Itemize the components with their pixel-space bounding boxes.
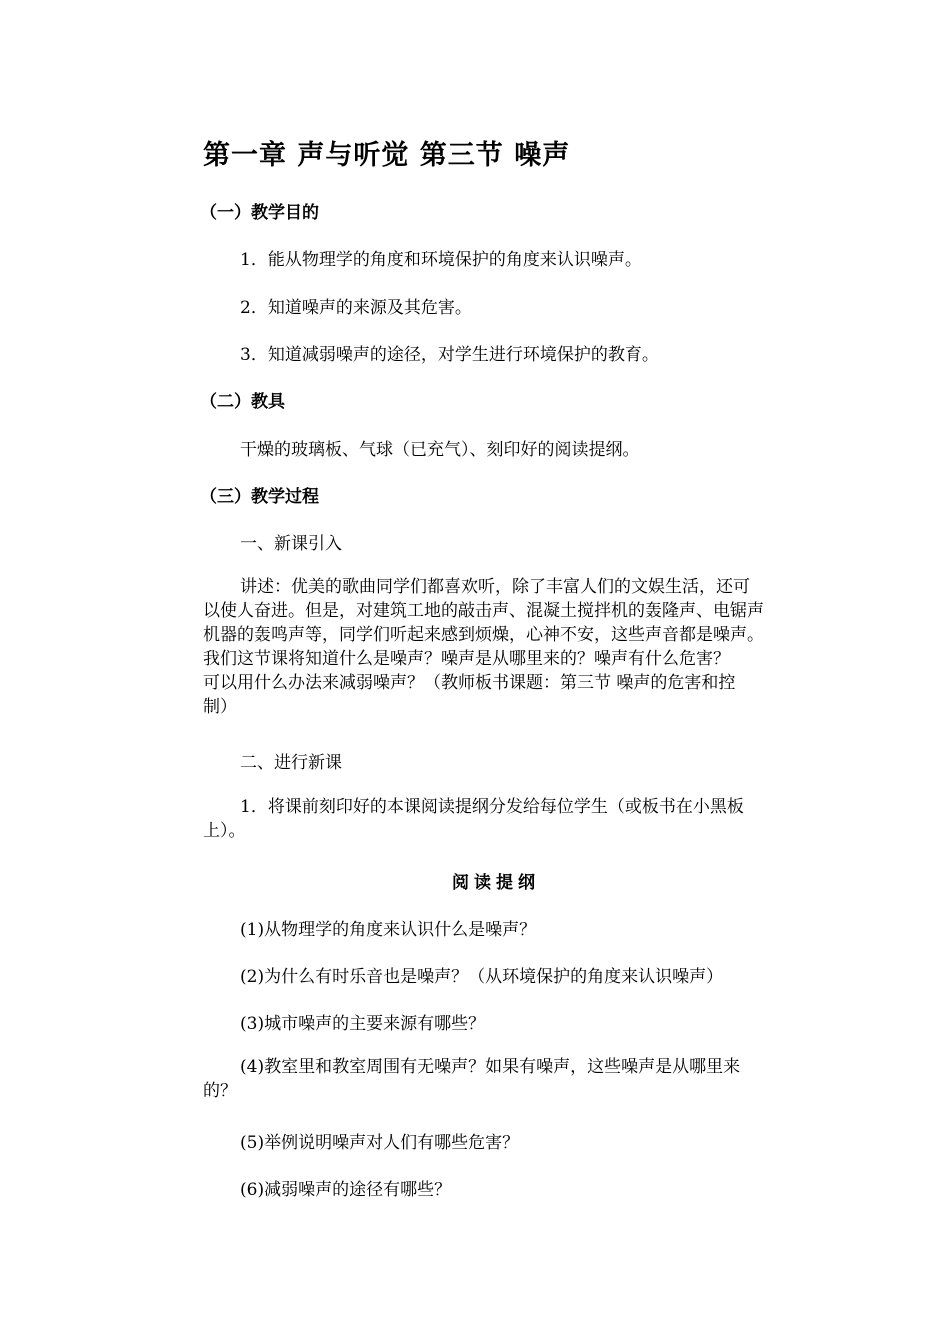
paragraph-line: 可以用什么办法来减弱噪声？（教师板书课题：第三节 噪声的危害和控 <box>203 673 736 693</box>
outline-item-6: (6)减弱噪声的途径有哪些？ <box>240 1180 452 1200</box>
outline-item-5: (5)举例说明噪声对人们有哪些危害？ <box>240 1133 520 1153</box>
section-heading-process: （三）教学过程 <box>200 487 319 507</box>
objective-item-2: 2．知道噪声的来源及其危害。 <box>240 298 472 318</box>
outline-item-3: (3)城市噪声的主要来源有哪些？ <box>240 1014 486 1034</box>
outline-title: 阅读提纲 <box>452 873 540 893</box>
outline-item-1: (1)从物理学的角度来认识什么是噪声？ <box>240 920 537 940</box>
paragraph-line: 上）。 <box>203 821 246 841</box>
outline-item-2: (2)为什么有时乐音也是噪声？（从环境保护的角度来认识噪声） <box>240 967 724 987</box>
section-heading-objectives: （一）教学目的 <box>200 203 319 223</box>
paragraph-line: 1．将课前刻印好的本课阅读提纲分发给每位学生（或板书在小黑板 <box>240 797 744 817</box>
objective-item-1: 1．能从物理学的角度和环境保护的角度来认识噪声。 <box>240 250 642 270</box>
paragraph-line: 制） <box>203 697 237 717</box>
handout-paragraph <box>203 795 806 843</box>
subsection-intro: 一、新课引入 <box>240 534 342 554</box>
paragraph-line: 讲述：优美的歌曲同学们都喜欢听，除了丰富人们的文娱生活，还可 <box>240 577 750 597</box>
paragraph-line: 以使人奋进。但是，对建筑工地的敲击声、混凝土搅拌机的轰隆声、电锯声 <box>203 601 764 621</box>
subsection-new-lesson: 二、进行新课 <box>240 753 342 773</box>
paragraph-line: 的？ <box>203 1081 237 1101</box>
paragraph-line: 我们这节课将知道什么是噪声？噪声是从哪里来的？噪声有什么危害？ <box>203 649 730 669</box>
tools-text: 干燥的玻璃板、气球（已充气）、刻印好的阅读提纲。 <box>240 440 640 460</box>
section-heading-tools: （二）教具 <box>200 392 285 412</box>
objective-item-3: 3．知道减弱噪声的途径，对学生进行环境保护的教育。 <box>240 345 659 365</box>
paragraph-line: (4)教室里和教室周围有无噪声？如果有噪声，这些噪声是从哪里来 <box>240 1057 741 1077</box>
intro-paragraph <box>203 575 806 719</box>
paragraph-line: 机器的轰鸣声等，同学们听起来感到烦燥，心神不安，这些声音都是噪声。 <box>203 625 764 645</box>
page-title: 第一章 声与听觉 第三节 噪声 <box>203 140 571 171</box>
outline-item-4 <box>203 1055 806 1103</box>
